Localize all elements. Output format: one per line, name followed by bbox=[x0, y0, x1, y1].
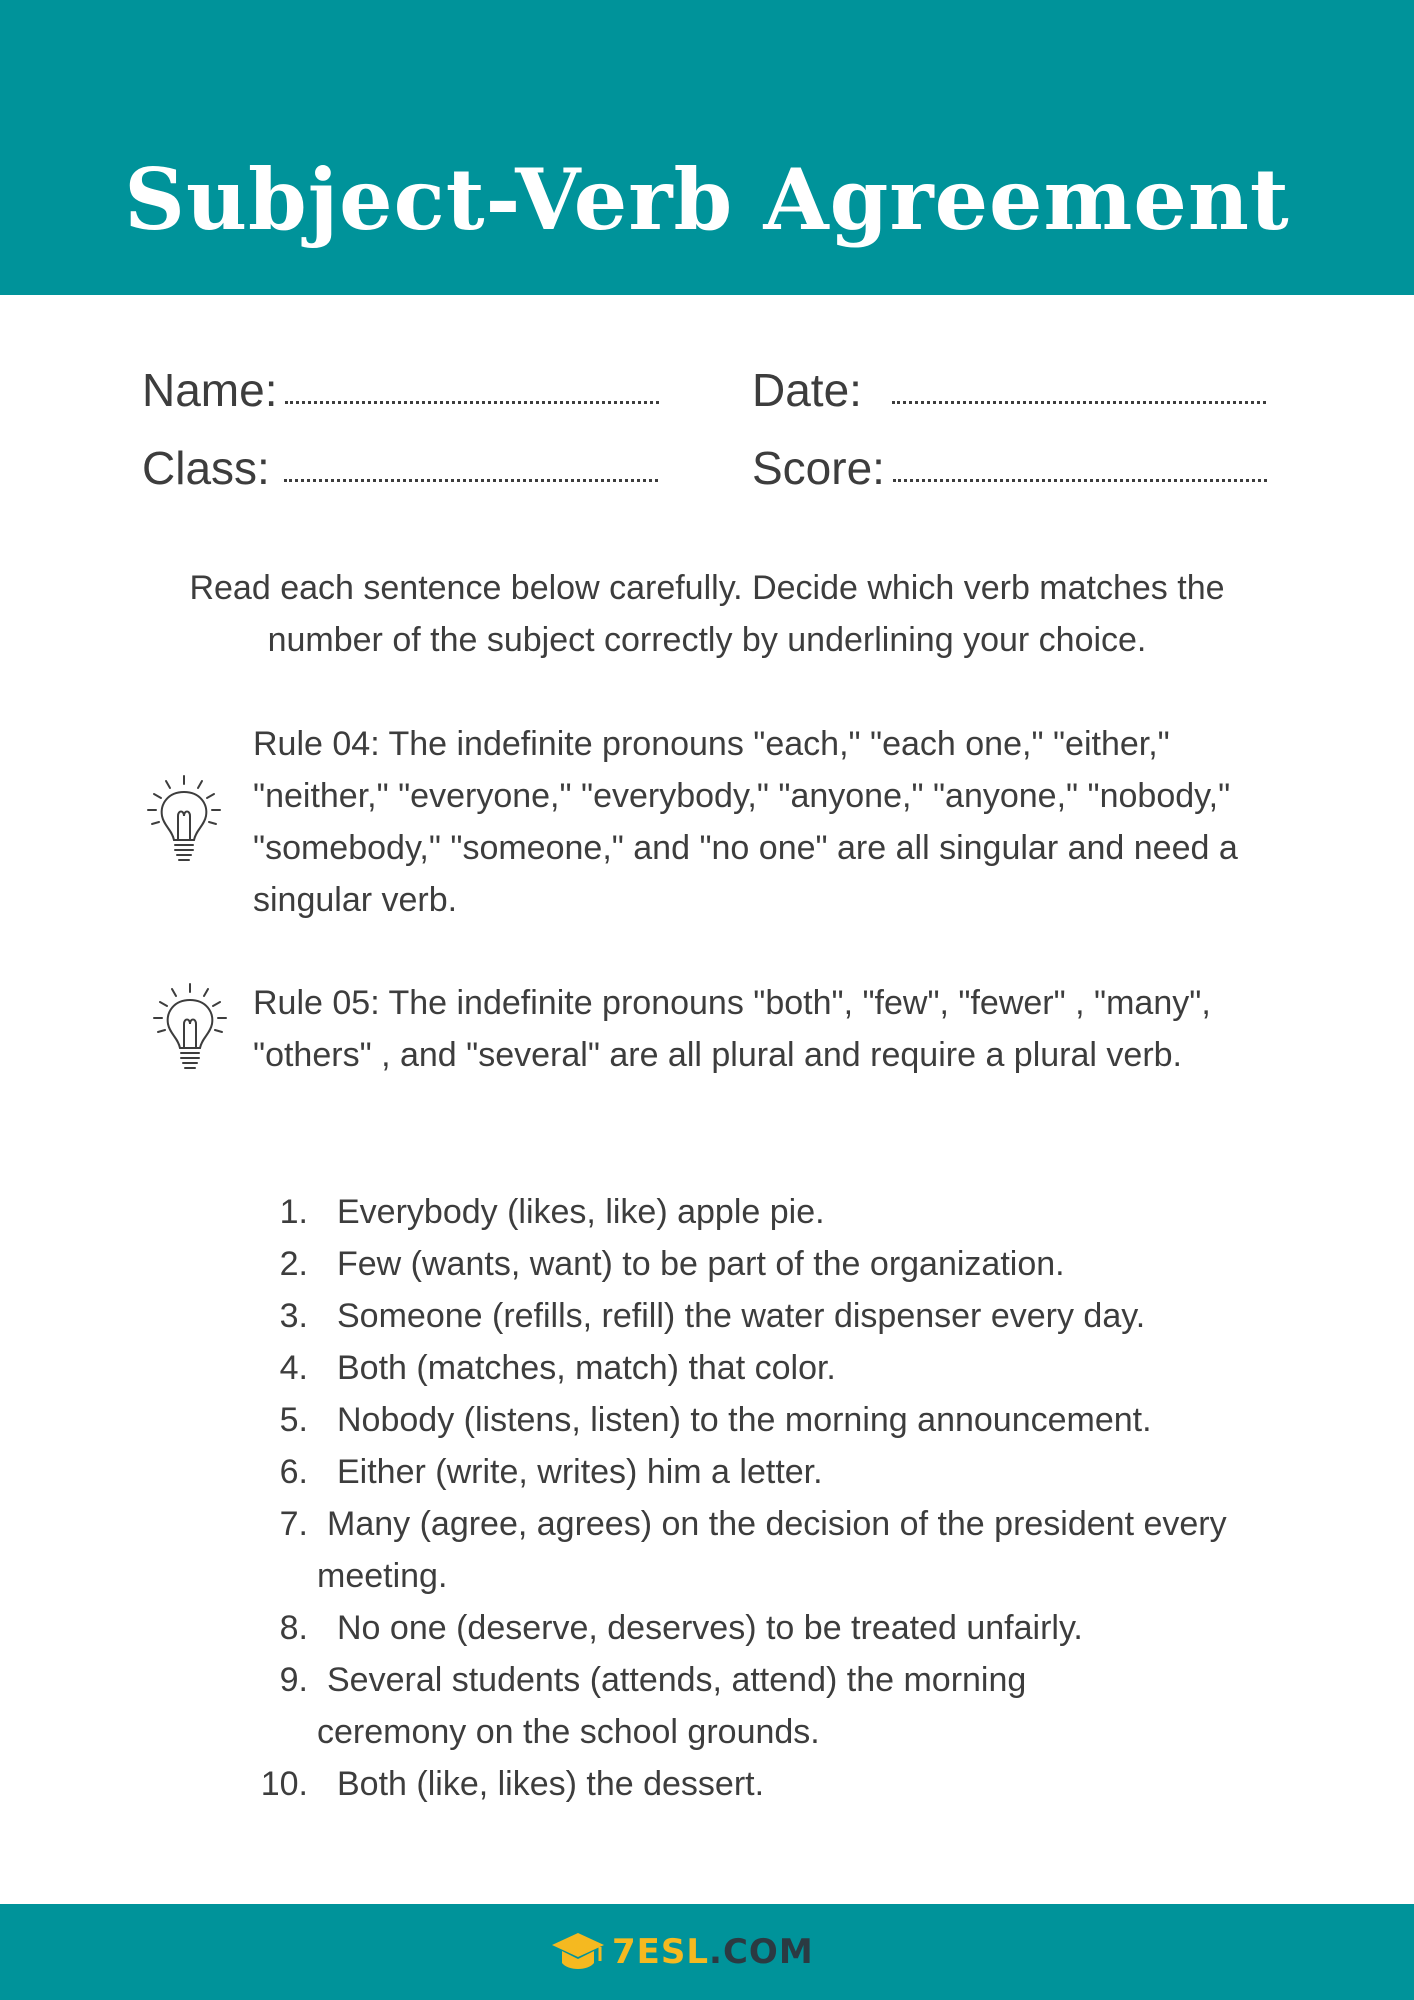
site-logo[interactable] bbox=[550, 1924, 814, 1980]
question-number: 3. bbox=[279, 1297, 308, 1335]
question-text: Someone (refills, refill) the water dispenser every day. bbox=[337, 1297, 1146, 1335]
question-number: 10. bbox=[260, 1765, 308, 1803]
question-number: 6. bbox=[279, 1453, 308, 1491]
list-item bbox=[255, 1654, 1177, 1758]
lightbulb-icon bbox=[144, 772, 224, 872]
question-text: No one (deserve, deserves) to be treated unfairly. bbox=[337, 1609, 1083, 1647]
rule-04-text: Rule 04: The indefinite pronouns "each," "each one," "either," "neither," "everyone," "everybody," "anyone," "anyone," "nobody," "somebody," "someone," and "no one" are all singular and need a singular verb. bbox=[253, 725, 1238, 919]
list-item bbox=[255, 1290, 1265, 1342]
list-item bbox=[255, 1238, 1265, 1290]
list-item bbox=[255, 1342, 1265, 1394]
name-blank-line[interactable] bbox=[285, 401, 659, 404]
list-item bbox=[255, 1498, 1297, 1602]
list-item bbox=[255, 1758, 1265, 1810]
name-label: Name: bbox=[142, 364, 278, 416]
name-field[interactable] bbox=[142, 362, 659, 418]
question-text: Both (matches, match) that color. bbox=[337, 1349, 836, 1387]
question-number: 2. bbox=[279, 1245, 308, 1283]
question-text: Few (wants, want) to be part of the organization. bbox=[337, 1245, 1065, 1283]
question-number: 7. bbox=[279, 1505, 308, 1543]
question-number: 8. bbox=[279, 1609, 308, 1647]
class-field[interactable] bbox=[142, 440, 658, 496]
question-text: Either (write, writes) him a letter. bbox=[337, 1453, 823, 1491]
list-item bbox=[255, 1394, 1265, 1446]
class-blank-line[interactable] bbox=[284, 479, 658, 482]
list-item bbox=[255, 1186, 1265, 1238]
score-blank-line[interactable] bbox=[893, 479, 1267, 482]
logo-text-secondary: .COM bbox=[709, 1932, 814, 1972]
graduation-cap-icon bbox=[550, 1929, 606, 1975]
question-text: Several students (attends, attend) the morning ceremony on the school grounds. bbox=[317, 1661, 1027, 1751]
header-banner bbox=[0, 0, 1414, 295]
date-field[interactable] bbox=[752, 362, 1266, 418]
class-label: Class: bbox=[142, 442, 270, 494]
footer-banner bbox=[0, 1904, 1414, 2000]
question-number: 4. bbox=[279, 1349, 308, 1387]
question-text: Nobody (listens, listen) to the morning announcement. bbox=[337, 1401, 1152, 1439]
question-text: Many (agree, agrees) on the decision of the president every meeting. bbox=[317, 1505, 1227, 1595]
question-number: 5. bbox=[279, 1401, 308, 1439]
question-text: Both (like, likes) the dessert. bbox=[337, 1765, 765, 1803]
instructions-text: Read each sentence below carefully. Decide which verb matches the number of the subject correctly by underlining your choice. bbox=[189, 569, 1225, 659]
rule-05-text: Rule 05: The indefinite pronouns "both", "few", "fewer" , "many", "others" , and "several" are all plural and require a plural verb. bbox=[253, 984, 1211, 1074]
date-blank-line[interactable] bbox=[892, 401, 1266, 404]
question-number: 1. bbox=[279, 1193, 308, 1231]
question-list bbox=[255, 1186, 1265, 1810]
question-number: 9. bbox=[279, 1661, 308, 1699]
lightbulb-icon bbox=[150, 980, 230, 1080]
page-title: Subject-Verb Agreement bbox=[124, 150, 1290, 249]
logo-text bbox=[612, 1932, 814, 1972]
score-field[interactable] bbox=[752, 440, 1267, 496]
list-item bbox=[255, 1602, 1265, 1654]
list-item bbox=[255, 1446, 1265, 1498]
score-label: Score: bbox=[752, 442, 885, 494]
date-label: Date: bbox=[752, 364, 862, 416]
question-text: Everybody (likes, like) apple pie. bbox=[337, 1193, 825, 1231]
logo-text-primary: 7ESL bbox=[612, 1932, 710, 1972]
